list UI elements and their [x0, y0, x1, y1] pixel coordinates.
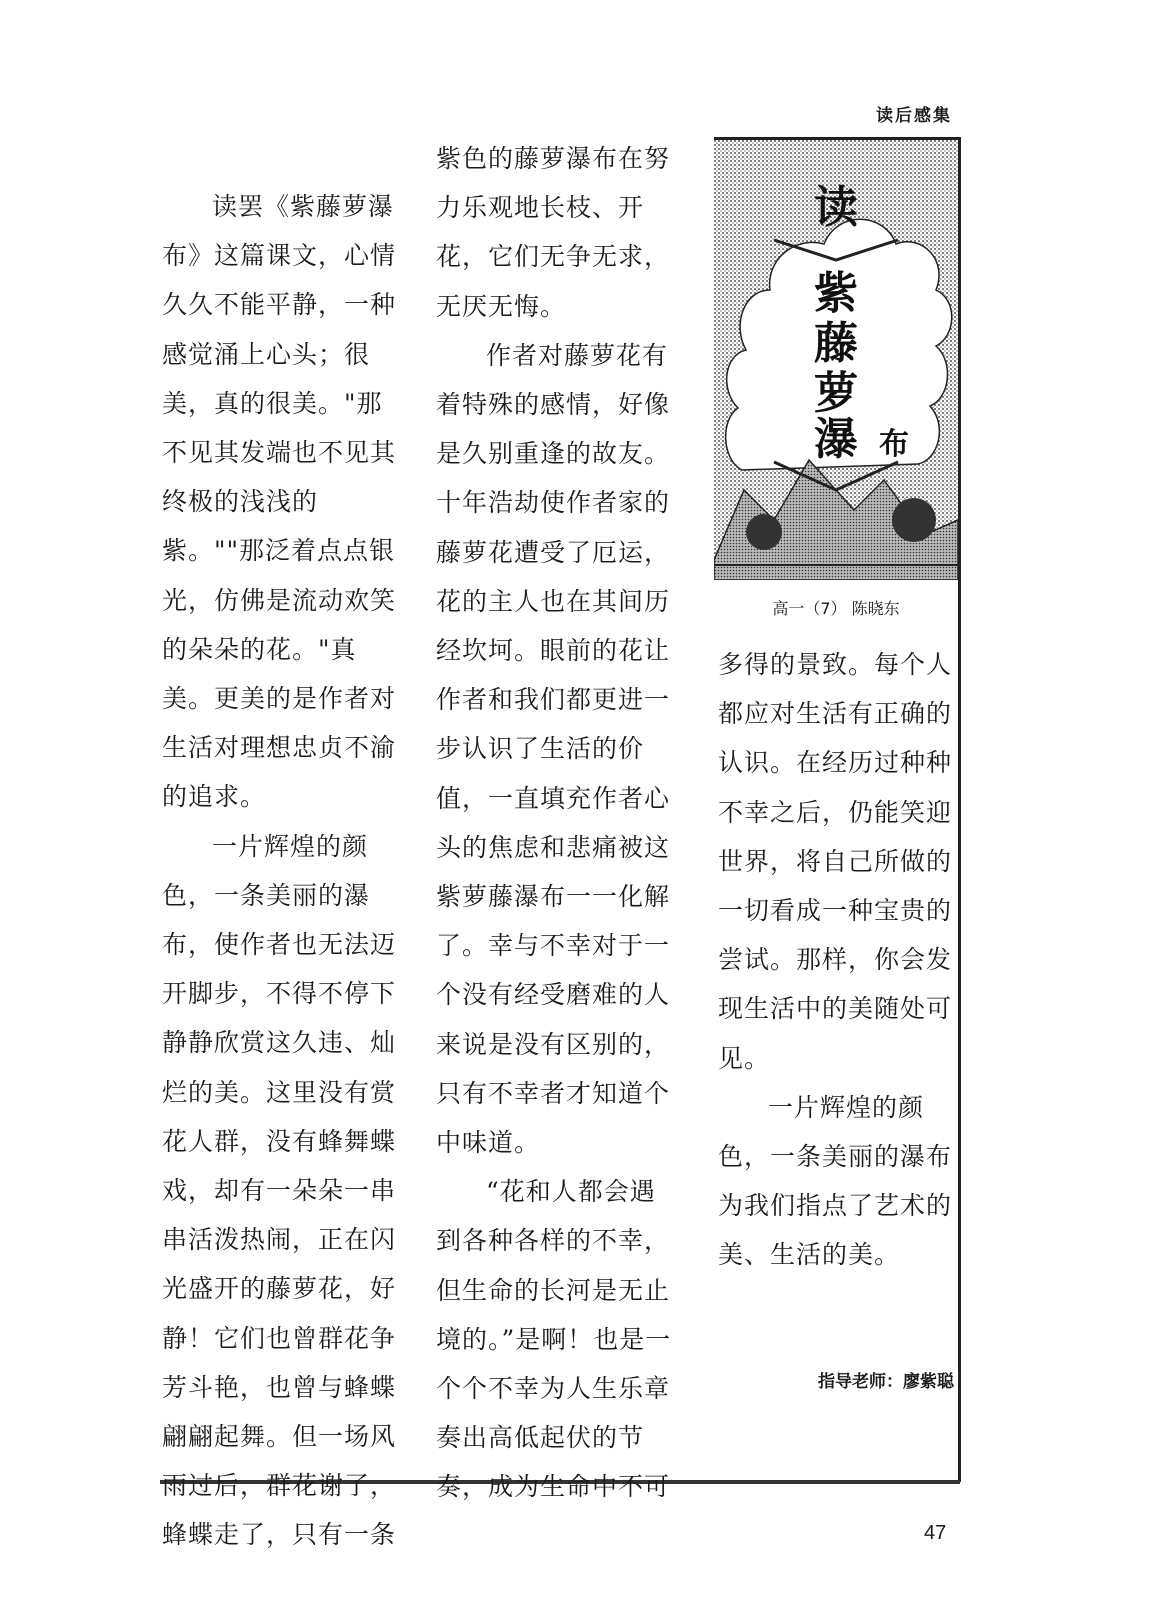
title-char-2: 紫 — [814, 268, 858, 319]
tree-right — [892, 498, 936, 542]
title-art — [714, 140, 958, 580]
paragraph: 多得的景致。每个人都应对生活有正确的认识。在经历过种种不幸之后，仍能笑迎世界，将自己所做的一切看成一种宝贵的尝试。那样，你会发现生活中的美随处可见。 — [718, 650, 953, 1073]
text-column-1 — [162, 182, 404, 1560]
title-char-4: 萝 — [814, 368, 858, 419]
title-char-1: 读 — [814, 182, 858, 233]
title-illustration — [714, 140, 958, 580]
teacher-credit: 指导老师：廖紫聪 — [818, 1372, 954, 1392]
tree-left — [746, 514, 782, 550]
paragraph: 一片辉煌的颜色，一条美丽的瀑布，使作者也无法迈开脚步，不得不停下静静欣赏这久违、灿烂的美。这里没有赏花人群，没有蜂舞蝶戏，却有一朵朵一串串活泼热闹，正在闪光盛开的藤萝花，好静！它们也曾群花争芳斗艳，也曾与蜂蝶翩翩起舞。但一场风雨过后，群花谢了，蜂蝶走了，只有一条 — [162, 831, 397, 1550]
paragraph: 作者对藤萝花有着特殊的感情，好像是久别重逢的故友。十年浩劫使作者家的藤萝花遭受了厄运，花的主人也在其间历经坎坷。眼前的花让作者和我们都更进一步认识了生活的价值，一直填充作者心头的焦虑和悲痛被这紫萝藤瀑布一一化解了。幸与不幸对于一个没有经受磨难的人来说是没有区别的，只有不幸者才知道个中味道。 — [436, 340, 671, 1158]
page-number: 47 — [924, 1522, 947, 1544]
paragraph: “花和人都会遇到各种各样的不幸，但生命的长河是无止境的。”是啊！也是一个个不幸为人生乐章奏出高低起伏的节奏，成为生命中不可 — [436, 1177, 672, 1502]
paragraph: 一片辉煌的颜色，一条美丽的瀑布为我们指点了艺术的美、生活的美。 — [718, 1092, 953, 1270]
text-column-3 — [718, 640, 956, 1280]
section-label: 读后感集 — [876, 106, 952, 126]
title-char-5: 瀑 — [814, 414, 858, 465]
paragraph: 读罢《紫藤萝瀑布》这篇课文，心情久久不能平静，一种感觉涌上心头；很美，真的很美。"那不见其发端也不见其终极的浅浅的紫。""那泛着点点银光，仿佛是流动欢笑的朵朵的花。"真美。更美的是作者对生活对理想忠贞不渝的追求。 — [162, 192, 397, 812]
author-line: 高一（7） 陈晓东 — [772, 599, 900, 618]
paragraph: 紫色的藤萝瀑布在努力乐观地长枝、开花，它们无争无求，无厌无悔。 — [436, 144, 671, 321]
text-column-2 — [436, 134, 680, 1512]
title-char-6: 布 — [879, 427, 909, 462]
title-char-3: 藤 — [814, 318, 858, 369]
frame-right-rule — [958, 137, 961, 1482]
